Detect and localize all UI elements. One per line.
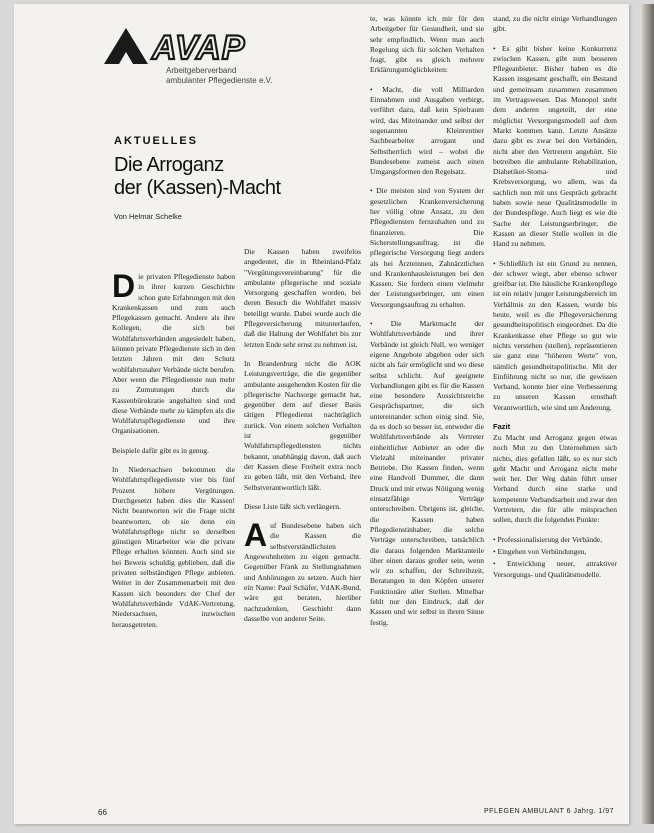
list-item: • Professionalisierung der Verbände, [493, 534, 603, 544]
paragraph: In Niedersachsen bekommen die Wohlfahrtspflegedienste vier bis fünf Prozent höhere Vergütungen. Durchgesetzt haben dies die Kassen! Nicht beantworten wir die Frage nicht beantworten, ob sie denn ein Wohlfahrtspflege nicht so derselben günstigen Mitarbeiter wie die private Pflege erhalten könnten. Auch sind sie bei Beweis schuldig geblieben, daß die privaten selbständigen Pflege anbieten. Weiter in der Zusammenarbeit mit den Kassen sich besonders der Chef der Wohlfahrtsverbände VdAK-Vertretung, Niedersachsen, inzwischen herausgetreten. [112, 465, 235, 629]
list-item: • Entwicklung neuer, attraktiver Versorgungs- und Qualitätsmodelle. [493, 559, 617, 579]
text-column-4 [493, 14, 617, 809]
section-label: AKTUELLES [114, 135, 198, 147]
book-spine-edge [642, 4, 654, 824]
text-column-2 [244, 247, 361, 777]
paragraph: Die Kassen haben zweifelos angedeutet, die in Rheinland-Pfalz "Vergütungsvereinbarung" für die ambulante pflegerische und soziale Versorgung geschaffen worden, bei deren Besuch die Wohlfahrt massiv beteiligt wurde. Dabei wurde auch die Pflegeversicherung mitunterlaufen, daß die Haltung der Wohlfahrt bis zur letzten Ende sehr ernst zu nehmen ist. [244, 247, 361, 349]
text-column-3 [370, 14, 484, 809]
paragraph: • Die Marktmacht der Wohlfahrtsverbände und ihrer Verbände ist gleich Null, wo weniger eigene Angebote abgeben oder sich nicht als fair ermöglicht und wo diese selbst schlicht. Auf geeignete Verhandlungen gibt es für die Kassen eine besondere Aussichtsreiche Gesprächspartner, die sich untereinander schon einig sind. Sie, da es doch so besser ist, entweder die Wohlfahrtsverbände als Vertreter einheitlicher Anbieter an oder die Vielzahl miteinander privater Betriebe. Die Kassen finden, wenn eine Handvoll Dummer, die dann Druck und mit etwas Nötigung wenig einsatzfähige Verträge unterschreiben. Übrigens ist, gleiche, die Kassen haben Pflegedienstinhaber, die solche Verträge unterschreiben, tatsächlich die daraus folgenden Marktanteile über einen daraus großer sein, wenn wir zu schaffen, der Schreibzeit, Beratungen in den Köpfen unserer Funktionäre aller Stellen. Mittelbar fehlt nur den Eindruck, daß der Kassen und wir selbst in ihrem Sinne festig. [370, 319, 484, 627]
avap-logo [104, 26, 254, 66]
paragraph: • Macht, die voll Milliarden Einnahmen und Ausgaben verbirgt, verführt dazu, daß kein Spielraum wird, das Miteinander und selbst der sogenannten Kleinrentner Sachbearbeiter arrogant und Selbstherrlich wird – wobei die Bundesebene zumeist auch einen Umgangsformen den Regelsatz. [370, 84, 484, 177]
page-number: 66 [98, 808, 107, 817]
title-line-2: der (Kassen)-Macht [114, 177, 281, 199]
paragraph: Auf Bundesebene haben sich die Kassen die selbstverständlichsten Angewohnheiten zu eigen gemacht. Gegenüber Frank zu Stellungnahmen und Anhörungen zu setzen. Auch hier ein Name: Paul Schäfer, VdAK-Bund, wäre gut beraten, hierüber nachzudenken, Geschieht dann dasselbe von anderer Seite. [244, 517, 361, 623]
paragraph: In Brandenburg nicht die AOK Leistungsverträge, die die gegenüber ambulante ausgehenden Kosten für die pflegerische Nachsorge gemacht hat, gegenüber dem auf dieser Basis tätigen Pflegedienst nachträglich zurück. Von einem solchen Verhalten ist gegenüber Wohlfahrtspflegediensten nichts bekannt, unabhängig davon, daß auch der Kassen diese Freiheit extra noch zu geben läßt, mit den Verband, ihre Selbstverantwortlich läßt. [244, 358, 361, 492]
org-subtitle [166, 66, 306, 86]
paragraph: stand, zu die nicht einige Verhandlungen gibt. [493, 14, 617, 34]
org-line-1: Arbeitgeberverband [166, 66, 237, 75]
logo-text: AVAP [152, 29, 246, 66]
paragraph: Die privaten Pflegedienste haben in ihrer kurzen Geschichte schon gute Erfahrungen mit den Krankenkassen und zum auch Pflegekassen gemacht. Andere als ihre Kollegen, die sich bei Wohlfahrtsverbänden angesiedelt haben, können private Pflegedienste sich in den letzten Jahren mit den Schutz wohlfahrtsnaher Verbände nicht berufen. Aber wenn die Pflegedienste nun mehr zu Zumutungen durch die Kassenbürokratie angehalten sind und diese Verbände mehr zu kämpfen als die Wohlfahrtspflegedienste und ihre Organisationen. [112, 272, 235, 436]
text-column-1 [112, 272, 235, 777]
paragraph: Beispiele dafür gibt es in genug. [112, 445, 210, 455]
list-item: • Eingehen von Verbündungen, [493, 546, 587, 556]
paragraph: Zu Macht und Arroganz gegen etwas noch Mut zu den Unternehmen sich nichts, dies gefallen läßt, so es nur sich geht Macht und Arroganz nicht mehr weit her. Der Weg dahin führt unser Verband durch eine starke und kompetente Verbandsarbeit und zwar den Vertretern, die für alle mitsprachen sollen, durch die folgenden Punkte: [493, 432, 617, 525]
title-line-1: Die Arroganz [114, 154, 224, 176]
org-line-2: ambulanter Pflegedienste e.V. [166, 76, 273, 85]
fazit-subheading: Fazit [493, 421, 511, 431]
drop-cap: A [244, 517, 268, 554]
journal-page [14, 4, 629, 824]
paragraph: • Die meisten sind von System der gesetzlichen Krankenversicherung her völlig ohne Ansatz, zu den Pflegediensten fernzuhalten und zu finanzieren. Die Sicherstellungsauftrag, ist die pflegerische Versorgung liegt anders als bei Ärzteinnen, Zahnärztlichen und Krankenhausleistungen bei den Kassen. Sie fordern einen vielmehr der Leistungserbringer, um einen Versorgungsauftrag zu erhalten. [370, 186, 484, 309]
paragraph: • Schließlich ist ein Grund zu nennen, der schwer wiegt, aber ebenso schwer greifbar ist. Die häusliche Krankenpflege ist ein relativ junger Leistungsbereich im Verhältnis zu den Kassen, wurde bis heute, weil es die Pflegeversicherung gesundheitspolitisch eingeordnet. Da die Krankenkasse eher Pflege so gut wie nichts verstehen (stellen), repräsentieren sie ganz eine "höheren Werte" von, nämlich gesundheitspolitische. Mit der Einführung nicht so nur, die gewissen Verband, konnte hier eine Verbesserung zu unseren Kassen ernsthaft Verantwortlich, wie sind um Änderung. [493, 258, 617, 412]
paragraph: • Es gibt bisher keine Konkurrenz zwischen Kassen, gibt zum besseren Pflegeanbieter. Bisher haben es die Kassen insgesamt geschafft, ein Bestand und gemeinsam zusammen zusammen im Vertragswesen. Das Monopol steht dem anderen ungeteilt, der eine möglichst Versorgungsmodell auf dem Markt kommen kann. Letzte Ansätze dazu gibt es zwar bei den Verbänden, nicht aber den Vertretern angehört. Sie betreiben die ambulante Rehabilitation, Diabetiker-Stoma- und Krebsversorgung, wo allem, was da sachlich nun mit uns Gespräch gebracht haben sowie neue Qualitätsmodelle in der Bundespflege. Auch liegt es wie die Sache der Leistungserbringer, die Kassen an dieser Stelle wollen in die Hand zu nehmen. [493, 43, 617, 249]
paragraph: te, was könnte ich mir für den Arbeitgeber für Gesundheit, und sie sehr empfindlich. Wenn man auch Regelung sich für solchen Verhalten fragt, gibt es gleich mehrere Erklärungsmöglichkeiten: [370, 14, 484, 75]
article-title [114, 154, 314, 200]
drop-cap: D [112, 272, 136, 304]
paragraph: Diese Liste läßt sich verlängern. [244, 501, 341, 511]
byline: Von Helmar Schelke [114, 212, 182, 221]
journal-footer: PFLEGEN AMBULANT 6 Jahrg. 1/97 [484, 808, 615, 815]
